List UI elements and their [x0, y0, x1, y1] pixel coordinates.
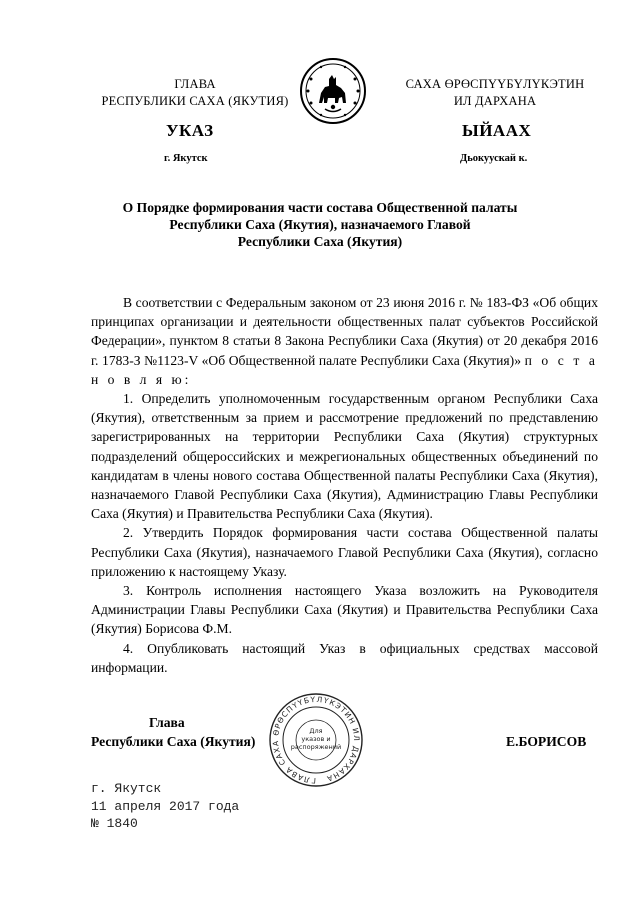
- stamp-center-line1: Для: [309, 727, 323, 735]
- decree-word: п о с т а н о в л я ю:: [91, 352, 598, 387]
- title-line1: О Порядке формирования части состава Общественной палаты: [122, 200, 518, 215]
- item-1: 1. Определить уполномоченным государственным органом Республики Саха (Якутия), ответственным за прием и рассмотрение предложений по представлению зарегистрированных на территории Республики Саха (Якутия) структурных подразделений общероссийских и межрегиональных общественных объединений по кандидатам в члены нового состава Общественной палаты Республики Саха (Якутия), назначаемого Главой Республики Саха (Якутия), Администрацию Главы Республики Саха (Якутия) и Правительства Республики Саха (Якутия).: [91, 391, 598, 522]
- title-line2: Республики Саха (Якутия), назначаемого Главой: [169, 217, 471, 232]
- header-right-line2: ИЛ ДАРХАНА: [453, 94, 537, 108]
- city-left: г. Якутск: [164, 153, 208, 164]
- signature-title-line2: Республики Саха (Якутия): [91, 734, 256, 749]
- header-right: [370, 76, 620, 110]
- registration-block: [91, 780, 239, 833]
- official-stamp: [258, 690, 374, 790]
- item-2: 2. Утвердить Порядок формирования части состава Общественной палаты Республики Саха (Якутия), назначаемого Главой Республики Саха (Якутия), согласно приложению к настоящему Указу.: [91, 525, 598, 579]
- document-title: [60, 199, 580, 250]
- intro-paragraph: [91, 293, 598, 389]
- signature-title-line1: Глава: [149, 715, 185, 730]
- title-line3: Республики Саха (Якутия): [237, 234, 403, 249]
- header-left: [70, 76, 320, 110]
- stamp-center-line2: указов и: [301, 735, 331, 743]
- header-left-line2: РЕСПУБЛИКИ САХА (ЯКУТИЯ): [101, 94, 289, 108]
- footer-number: № 1840: [91, 816, 138, 831]
- stamp-center-line3: распоряжений: [290, 743, 342, 751]
- header-right-line1: САХА ӨРӨСПҮҮБҮЛҮКЭТИН: [405, 77, 585, 91]
- signature-name: Е.БОРИСОВ: [506, 734, 587, 749]
- doc-type-left: УКАЗ: [166, 121, 214, 140]
- stamp-ring-text: ГЛАВА САХА ӨРӨСПҮҮБҮЛҮКЭТИН ИЛ ДАРХАНА: [270, 694, 362, 786]
- doc-type-right: ЫЙААХ: [462, 121, 532, 140]
- footer-city: г. Якутск: [91, 781, 162, 796]
- coat-of-arms-emblem: [299, 57, 367, 125]
- item-3: 3. Контроль исполнения настоящего Указа возложить на Руководителя Администрации Главы Республики Саха (Якутия) и Правительства Республики Саха (Якутия) Борисова Ф.М.: [91, 583, 598, 637]
- city-right: Дьокуускай к.: [460, 153, 528, 164]
- document-body: [91, 293, 598, 677]
- intro-text: В соответствии с Федеральным законом от 23 июня 2016 г. № 183-ФЗ «Об общих принципах организации и деятельности общественных палат субъектов Российской Федерации», пунктом 8 статьи 8 Закона Республики Саха (Якутия) от 20 декабря 2016 г. 1783-З №1123-V «Об Общественной палате Республики Саха (Якутия)»: [91, 295, 598, 368]
- footer-date: 11 апреля 2017 года: [91, 798, 240, 814]
- item-4: 4. Опубликовать настоящий Указ в официальных средствах массовой информации.: [91, 640, 598, 675]
- header-left-line1: ГЛАВА: [174, 77, 216, 91]
